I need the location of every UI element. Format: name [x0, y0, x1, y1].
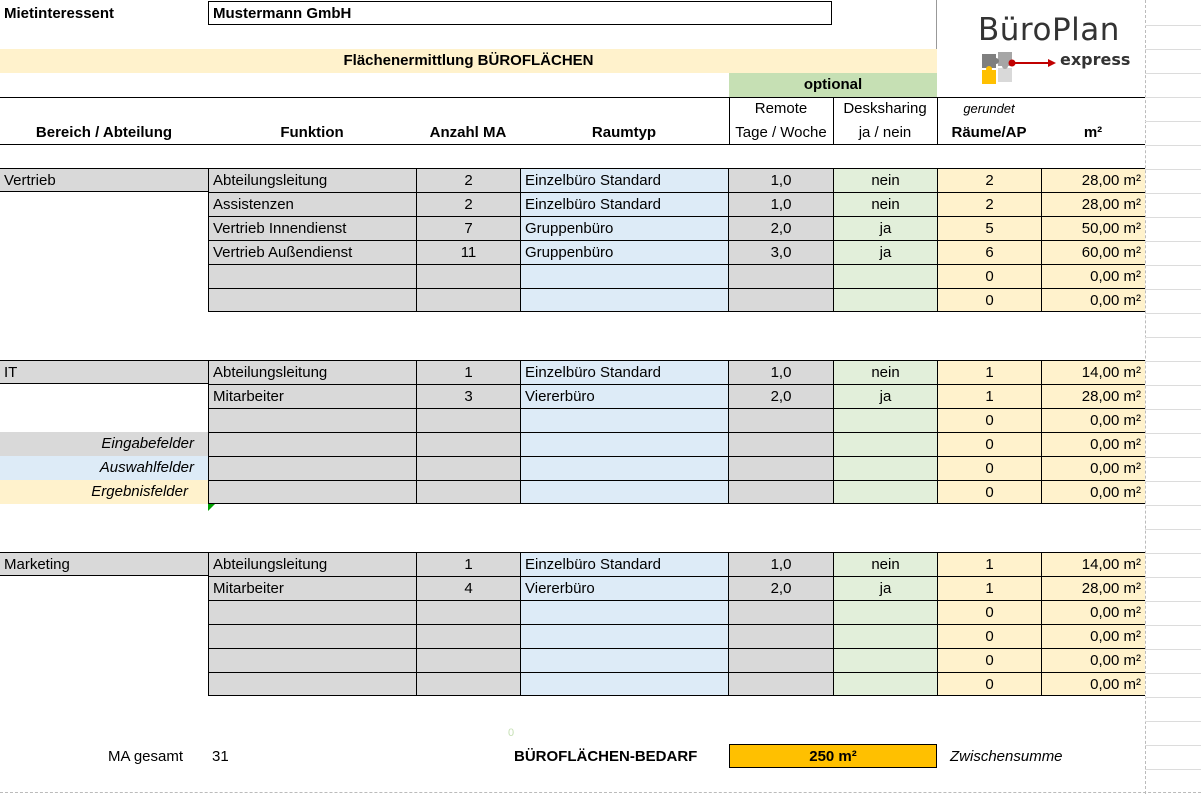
- sheet-gridline: [1145, 337, 1201, 338]
- cell-anzahl[interactable]: 2: [416, 192, 520, 216]
- cell-raeume: 0: [937, 456, 1041, 480]
- cell-funktion[interactable]: [208, 432, 416, 456]
- sheet-gridline: [1145, 673, 1201, 674]
- cell-anzahl[interactable]: [416, 264, 520, 288]
- cell-raeume: 0: [937, 408, 1041, 432]
- cell-remote[interactable]: [728, 624, 833, 648]
- cell-anzahl[interactable]: 1: [416, 360, 520, 384]
- cell-remote[interactable]: 1,0: [728, 192, 833, 216]
- cell-raumtyp[interactable]: [520, 432, 728, 456]
- col-remote-top: Remote: [754, 100, 808, 117]
- sheet-gridline: [1145, 241, 1201, 242]
- cell-remote[interactable]: [728, 456, 833, 480]
- cell-raeume: 0: [937, 624, 1041, 648]
- cell-m2: 0,00 m²: [1041, 648, 1145, 672]
- tenant-label: Mietinteressent: [4, 5, 115, 22]
- sheet-gridline: [1145, 265, 1201, 266]
- cell-m2: 0,00 m²: [1041, 432, 1145, 456]
- sheet-gridline: [1145, 361, 1201, 362]
- cell-anzahl[interactable]: 11: [416, 240, 520, 264]
- cell-m2: 28,00 m²: [1041, 168, 1145, 192]
- cell-anzahl[interactable]: [416, 624, 520, 648]
- section-name[interactable]: Marketing: [0, 552, 208, 576]
- tenant-input[interactable]: Mustermann GmbH: [208, 1, 832, 25]
- logo-wordmark: BüroPlan: [978, 12, 1120, 48]
- cell-raeume: 0: [937, 480, 1041, 504]
- cell-desk[interactable]: [833, 264, 937, 288]
- cell-remote[interactable]: 1,0: [728, 168, 833, 192]
- cell-m2: 0,00 m²: [1041, 288, 1145, 312]
- cell-raeume: 1: [937, 384, 1041, 408]
- page-title: Flächenermittlung BÜROFLÄCHEN: [0, 49, 937, 73]
- cell-m2: 50,00 m²: [1041, 216, 1145, 240]
- cell-anzahl[interactable]: 3: [416, 384, 520, 408]
- cell-m2: 0,00 m²: [1041, 600, 1145, 624]
- cell-desk[interactable]: [833, 456, 937, 480]
- sheet-gridline: [1145, 73, 1201, 74]
- cell-raumtyp[interactable]: Einzelbüro Standard: [520, 360, 728, 384]
- col-raeume: Räume/AP: [951, 124, 1027, 141]
- cell-raeume: 0: [937, 672, 1041, 696]
- sheet-gridline: [1145, 529, 1201, 530]
- cell-anzahl[interactable]: [416, 672, 520, 696]
- cell-desk[interactable]: ja: [833, 384, 937, 408]
- cell-raeume: 0: [937, 288, 1041, 312]
- cell-raeume: 1: [937, 360, 1041, 384]
- cell-remote[interactable]: [728, 648, 833, 672]
- sheet-gridline: [1145, 649, 1201, 650]
- cell-funktion[interactable]: [208, 480, 416, 504]
- cell-anzahl[interactable]: [416, 456, 520, 480]
- cell-remote[interactable]: [728, 672, 833, 696]
- cell-desk[interactable]: nein: [833, 192, 937, 216]
- cell-m2: 0,00 m²: [1041, 480, 1145, 504]
- cell-funktion[interactable]: [208, 624, 416, 648]
- cell-desk[interactable]: ja: [833, 216, 937, 240]
- cell-remote[interactable]: [728, 480, 833, 504]
- logo-subtitle: express: [1060, 50, 1131, 69]
- sheet-gridline: [1145, 745, 1201, 746]
- cell-desk[interactable]: nein: [833, 360, 937, 384]
- cell-m2: 28,00 m²: [1041, 576, 1145, 600]
- sheet-gridline: [1145, 481, 1201, 482]
- cell-desk[interactable]: [833, 432, 937, 456]
- cell-raumtyp[interactable]: [520, 264, 728, 288]
- cell-m2: 0,00 m²: [1041, 264, 1145, 288]
- cell-anzahl[interactable]: [416, 288, 520, 312]
- cell-funktion[interactable]: Mitarbeiter: [208, 576, 416, 600]
- cell-desk[interactable]: [833, 288, 937, 312]
- stray-zero: 0: [508, 727, 515, 739]
- ma-total-label: MA gesamt: [108, 748, 184, 765]
- col-divider: [937, 97, 938, 144]
- cell-anzahl[interactable]: 7: [416, 216, 520, 240]
- cell-raeume: 1: [937, 576, 1041, 600]
- cell-raeume: 1: [937, 552, 1041, 576]
- cell-raumtyp[interactable]: Einzelbüro Standard: [520, 168, 728, 192]
- cell-raeume: 6: [937, 240, 1041, 264]
- sheet-gridline: [1145, 97, 1201, 98]
- col-divider: [729, 97, 730, 144]
- sheet-gridline: [1145, 601, 1201, 602]
- cell-desk[interactable]: nein: [833, 552, 937, 576]
- cell-raumtyp[interactable]: [520, 288, 728, 312]
- sheet-gridline: [1145, 553, 1201, 554]
- cell-funktion[interactable]: [208, 288, 416, 312]
- cell-desk[interactable]: [833, 408, 937, 432]
- cell-anzahl[interactable]: 4: [416, 576, 520, 600]
- cell-funktion[interactable]: Mitarbeiter: [208, 384, 416, 408]
- cell-raeume: 0: [937, 264, 1041, 288]
- cell-remote[interactable]: 1,0: [728, 360, 833, 384]
- col-gerundet: gerundet: [963, 101, 1015, 116]
- optional-header: optional: [729, 73, 937, 97]
- cell-desk[interactable]: [833, 480, 937, 504]
- bedarf-label: BÜROFLÄCHEN-BEDARF: [514, 748, 698, 765]
- cell-anzahl[interactable]: [416, 480, 520, 504]
- cell-remote[interactable]: [728, 432, 833, 456]
- cell-funktion[interactable]: Abteilungsleitung: [208, 360, 416, 384]
- sheet-gridline: [1145, 625, 1201, 626]
- cell-raumtyp[interactable]: [520, 624, 728, 648]
- cell-raumtyp[interactable]: Einzelbüro Standard: [520, 552, 728, 576]
- cell-raumtyp[interactable]: [520, 648, 728, 672]
- cell-funktion[interactable]: [208, 456, 416, 480]
- sheet-gridline: [1145, 49, 1201, 50]
- cell-remote[interactable]: [728, 600, 833, 624]
- section-name[interactable]: Vertrieb: [0, 168, 208, 192]
- sheet-gridline: [1145, 217, 1201, 218]
- section-name[interactable]: IT: [0, 360, 208, 384]
- sheet-gridline: [1145, 433, 1201, 434]
- col-bereich: Bereich / Abteilung: [35, 124, 173, 141]
- cell-raumtyp[interactable]: [520, 456, 728, 480]
- cell-m2: 0,00 m²: [1041, 456, 1145, 480]
- cell-raeume: 0: [937, 432, 1041, 456]
- col-desk-top: Desksharing: [843, 100, 927, 117]
- sheet-gridline: [1145, 697, 1201, 698]
- col-anzahl: Anzahl MA: [429, 124, 507, 141]
- bedarf-total: 250 m²: [729, 744, 937, 768]
- cell-funktion[interactable]: Assistenzen: [208, 192, 416, 216]
- cell-desk[interactable]: [833, 672, 937, 696]
- cell-desk[interactable]: [833, 648, 937, 672]
- cell-desk[interactable]: [833, 624, 937, 648]
- sheet-gridline: [1145, 721, 1201, 722]
- cell-m2: 28,00 m²: [1041, 192, 1145, 216]
- cell-remote[interactable]: 2,0: [728, 384, 833, 408]
- legend-input: Eingabefelder: [0, 432, 208, 456]
- cell-desk[interactable]: ja: [833, 240, 937, 264]
- cell-remote[interactable]: 1,0: [728, 552, 833, 576]
- cell-m2: 60,00 m²: [1041, 240, 1145, 264]
- cell-funktion[interactable]: [208, 264, 416, 288]
- logo: [978, 12, 1138, 92]
- cell-raumtyp[interactable]: [520, 408, 728, 432]
- cell-raeume: 5: [937, 216, 1041, 240]
- zwischensumme-note: Zwischensumme: [950, 748, 1063, 765]
- sheet-gridline: [1145, 121, 1201, 122]
- cell-remote[interactable]: 2,0: [728, 576, 833, 600]
- print-boundary: [1145, 0, 1146, 794]
- sheet-gridline: [1145, 457, 1201, 458]
- legend-result: Ergebnisfelder: [0, 480, 208, 504]
- cell-raumtyp[interactable]: [520, 600, 728, 624]
- sheet-gridline: [1145, 385, 1201, 386]
- arrow-icon: [1008, 55, 1056, 65]
- cell-raeume: 0: [937, 600, 1041, 624]
- col-divider: [833, 97, 834, 144]
- cell-raumtyp[interactable]: Viererbüro: [520, 576, 728, 600]
- cell-anzahl[interactable]: [416, 600, 520, 624]
- cell-remote[interactable]: [728, 408, 833, 432]
- sheet-gridline: [1145, 505, 1201, 506]
- cell-raumtyp[interactable]: Gruppenbüro: [520, 240, 728, 264]
- sheet-gridline: [1145, 577, 1201, 578]
- header-bottom-rule: [0, 144, 1145, 145]
- col-desk-bottom: ja / nein: [858, 124, 912, 141]
- cell-remote[interactable]: 3,0: [728, 240, 833, 264]
- cell-funktion[interactable]: [208, 600, 416, 624]
- cell-funktion[interactable]: Abteilungsleitung: [208, 552, 416, 576]
- cell-desk[interactable]: nein: [833, 168, 937, 192]
- sheet-gridline: [1145, 25, 1201, 26]
- cell-m2: 14,00 m²: [1041, 360, 1145, 384]
- cell-remote[interactable]: [728, 288, 833, 312]
- cell-anzahl[interactable]: [416, 408, 520, 432]
- ma-total-value: 31: [212, 748, 229, 765]
- cell-funktion[interactable]: [208, 408, 416, 432]
- cell-m2: 28,00 m²: [1041, 384, 1145, 408]
- cell-raumtyp[interactable]: [520, 672, 728, 696]
- cell-anzahl[interactable]: [416, 432, 520, 456]
- cell-m2: 0,00 m²: [1041, 624, 1145, 648]
- col-remote-bottom: Tage / Woche: [735, 124, 827, 141]
- cell-raumtyp[interactable]: Gruppenbüro: [520, 216, 728, 240]
- cell-m2: 0,00 m²: [1041, 672, 1145, 696]
- cell-raumtyp[interactable]: Einzelbüro Standard: [520, 192, 728, 216]
- cell-raeume: 2: [937, 168, 1041, 192]
- cell-funktion[interactable]: [208, 672, 416, 696]
- col-funktion: Funktion: [280, 124, 344, 141]
- legend-select: Auswahlfelder: [0, 456, 208, 480]
- sheet-gridline: [1145, 409, 1201, 410]
- cell-funktion[interactable]: Abteilungsleitung: [208, 168, 416, 192]
- cell-funktion[interactable]: [208, 648, 416, 672]
- cell-funktion[interactable]: Vertrieb Innendienst: [208, 216, 416, 240]
- cell-raeume: 0: [937, 648, 1041, 672]
- cell-m2: 14,00 m²: [1041, 552, 1145, 576]
- cell-anzahl[interactable]: 2: [416, 168, 520, 192]
- cell-raumtyp[interactable]: Viererbüro: [520, 384, 728, 408]
- col-raumtyp: Raumtyp: [591, 124, 657, 141]
- cell-raumtyp[interactable]: [520, 480, 728, 504]
- sheet-gridline: [1145, 769, 1201, 770]
- sheet-gridline: [1145, 145, 1201, 146]
- cell-corner-marker: [208, 504, 215, 511]
- sheet-gridline: [1145, 313, 1201, 314]
- sheet-gridline: [1145, 193, 1201, 194]
- cell-anzahl[interactable]: [416, 648, 520, 672]
- cell-desk[interactable]: ja: [833, 576, 937, 600]
- sheet-gridline: [1145, 169, 1201, 170]
- cell-remote[interactable]: [728, 264, 833, 288]
- col-m2: m²: [1083, 124, 1103, 141]
- cell-raeume: 2: [937, 192, 1041, 216]
- cell-remote[interactable]: 2,0: [728, 216, 833, 240]
- print-boundary-bottom: [0, 792, 1201, 793]
- cell-funktion[interactable]: Vertrieb Außendienst: [208, 240, 416, 264]
- cell-m2: 0,00 m²: [1041, 408, 1145, 432]
- cell-desk[interactable]: [833, 600, 937, 624]
- cell-anzahl[interactable]: 1: [416, 552, 520, 576]
- sheet-gridline: [1145, 289, 1201, 290]
